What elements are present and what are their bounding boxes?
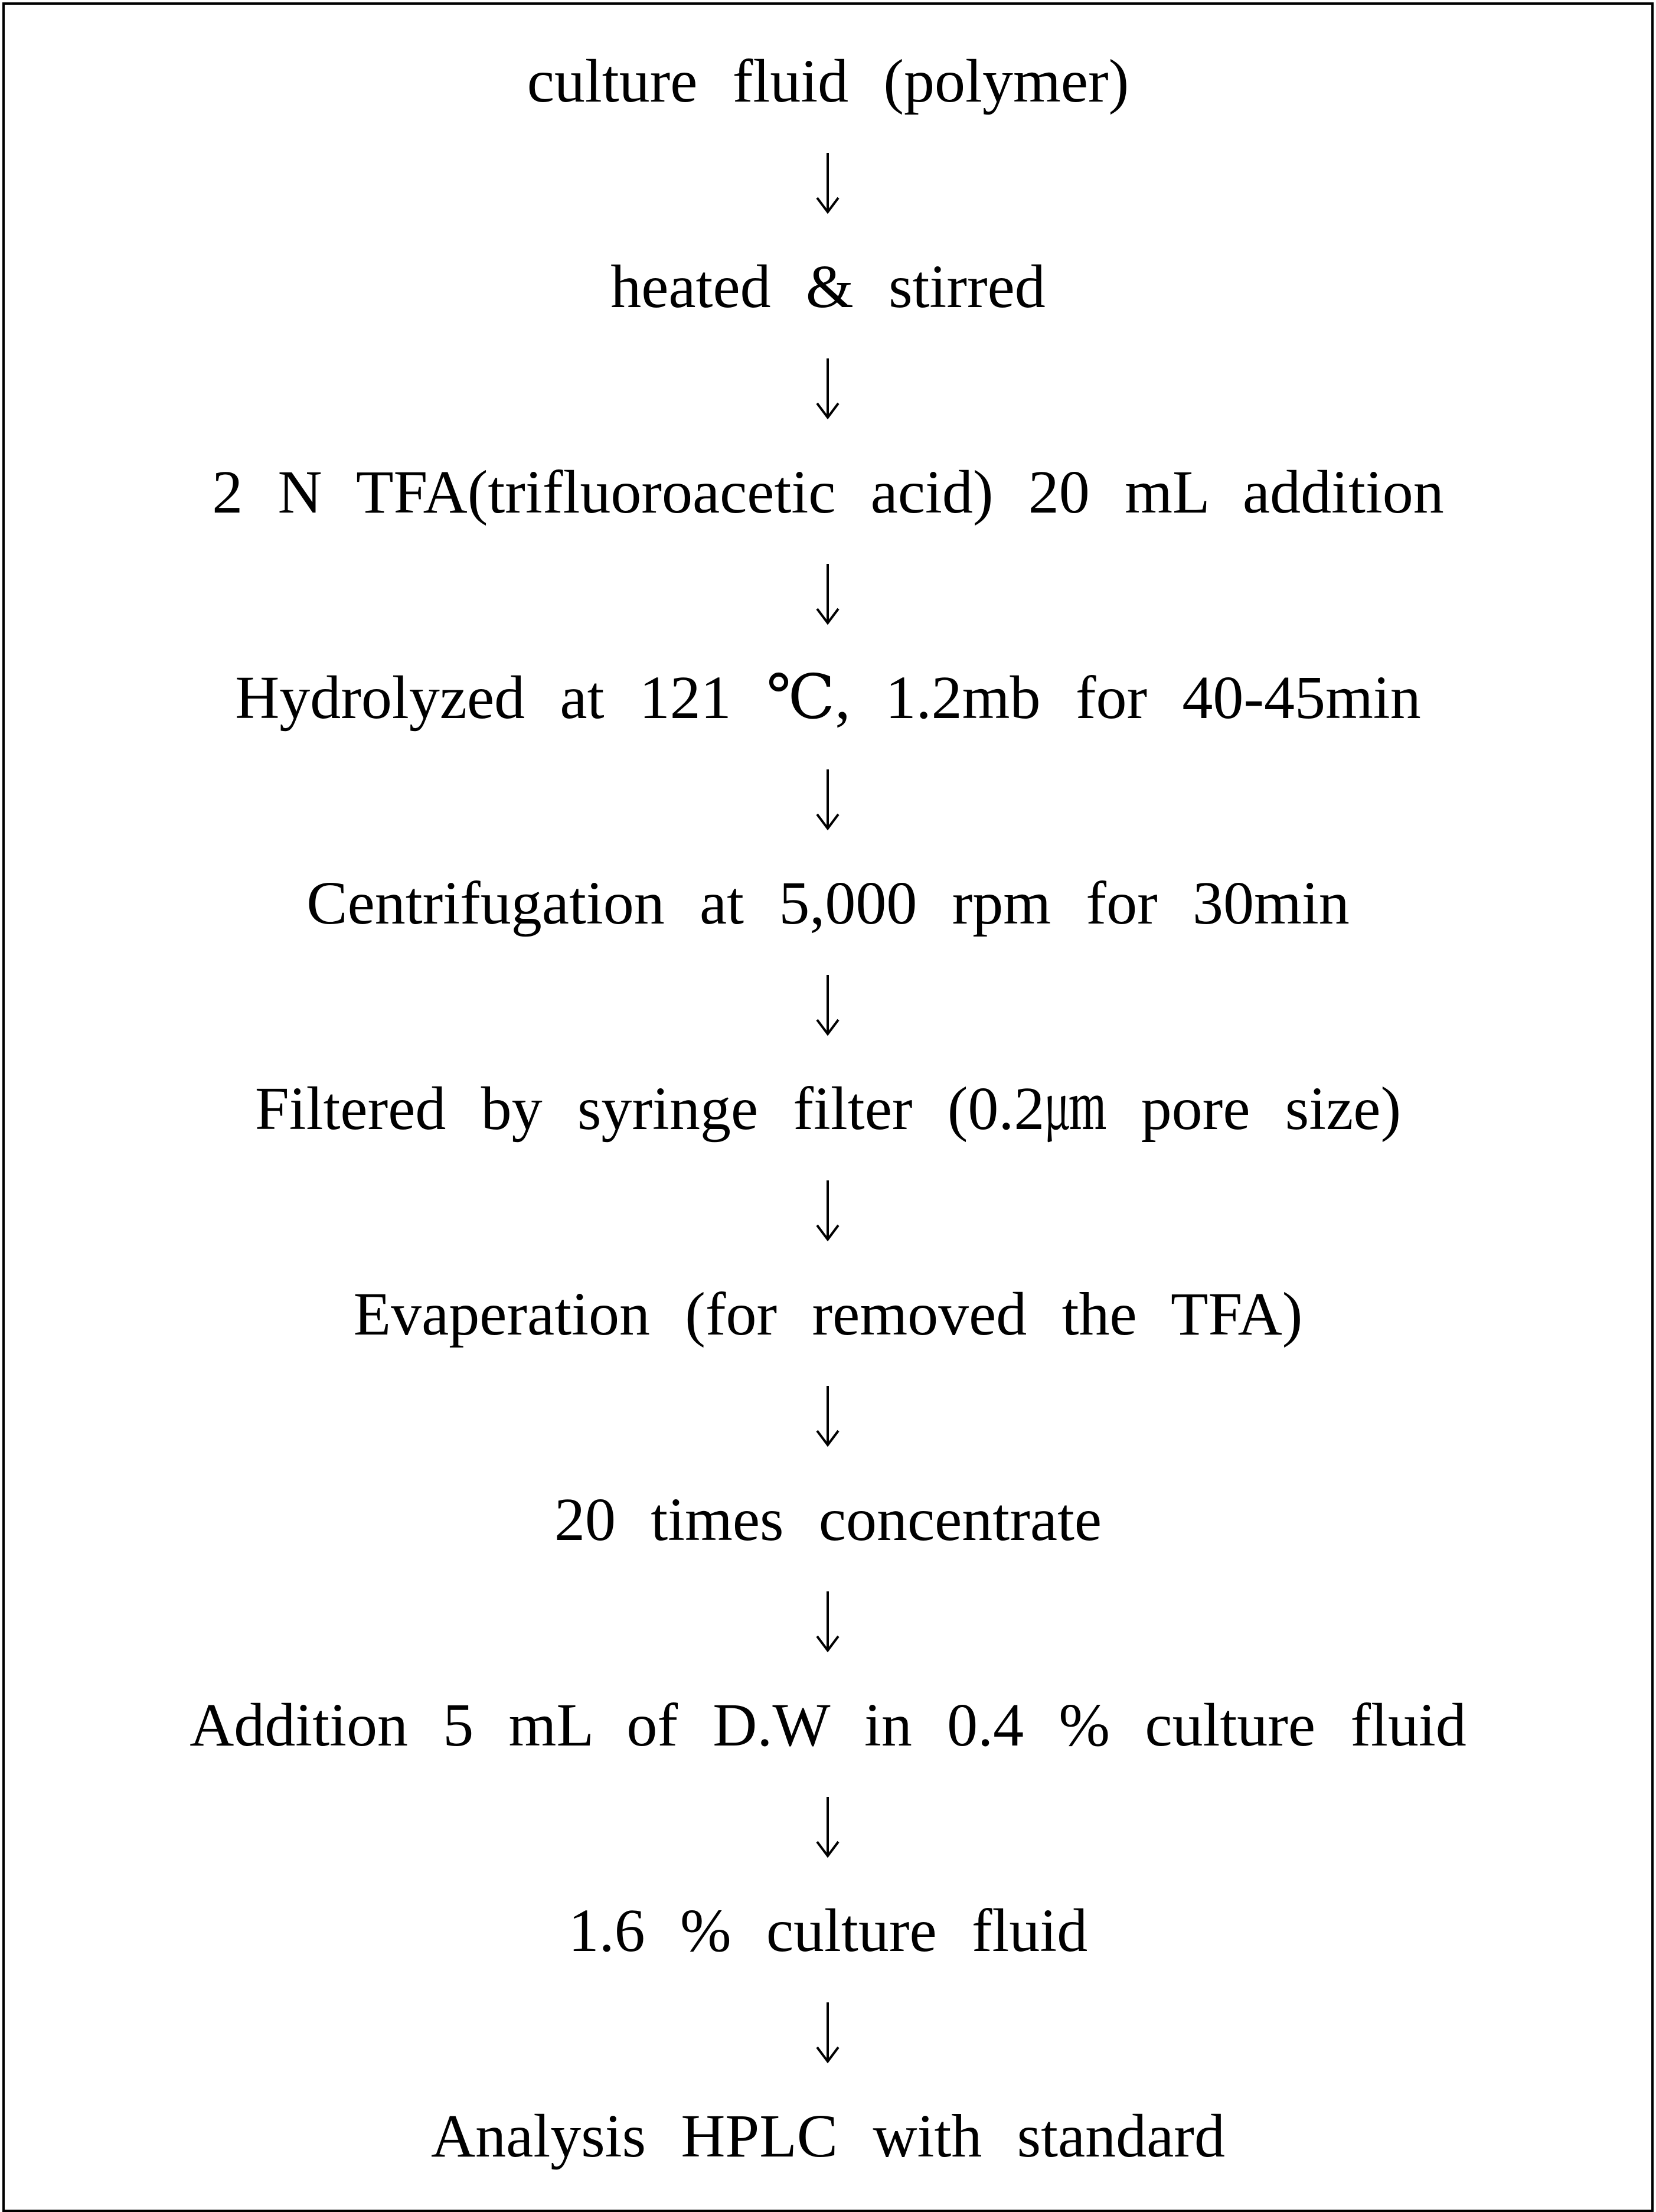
down-arrow-icon: [810, 2000, 845, 2065]
step-hydrolyzed: Hydrolyzed at 121 ℃, 1.2mb for 40-45min: [235, 664, 1421, 732]
down-arrow-icon: [810, 151, 845, 216]
step-culture-fluid: culture fluid (polymer): [527, 47, 1129, 115]
down-arrow-icon: [810, 356, 845, 421]
step-analysis-hplc: Analysis HPLC with standard: [431, 2102, 1225, 2170]
down-arrow-icon: [810, 562, 845, 627]
step-evaperation: Evaperation (for removed the TFA): [353, 1280, 1303, 1348]
down-arrow-icon: [810, 1589, 845, 1654]
down-arrow-icon: [810, 767, 845, 832]
step-tfa-addition: 2 N TFA(trifluoroacetic acid) 20 mL addition: [212, 458, 1444, 526]
step-concentrate: 20 times concentrate: [554, 1486, 1102, 1554]
down-arrow-icon: [810, 1384, 845, 1448]
step-culture-fluid-1-6: 1.6 % culture fluid: [568, 1897, 1088, 1965]
step-dw-addition: Addition 5 mL of D.W in 0.4 % culture fluid: [190, 1691, 1466, 1759]
step-centrifugation: Centrifugation at 5,000 rpm for 30min: [306, 869, 1350, 937]
step-heated-stirred: heated & stirred: [610, 253, 1046, 321]
down-arrow-icon: [810, 973, 845, 1038]
step-filtered: Filtered by syringe filter (0.2㎛ pore size): [254, 1075, 1402, 1143]
down-arrow-icon: [810, 1178, 845, 1243]
down-arrow-icon: [810, 1795, 845, 1859]
